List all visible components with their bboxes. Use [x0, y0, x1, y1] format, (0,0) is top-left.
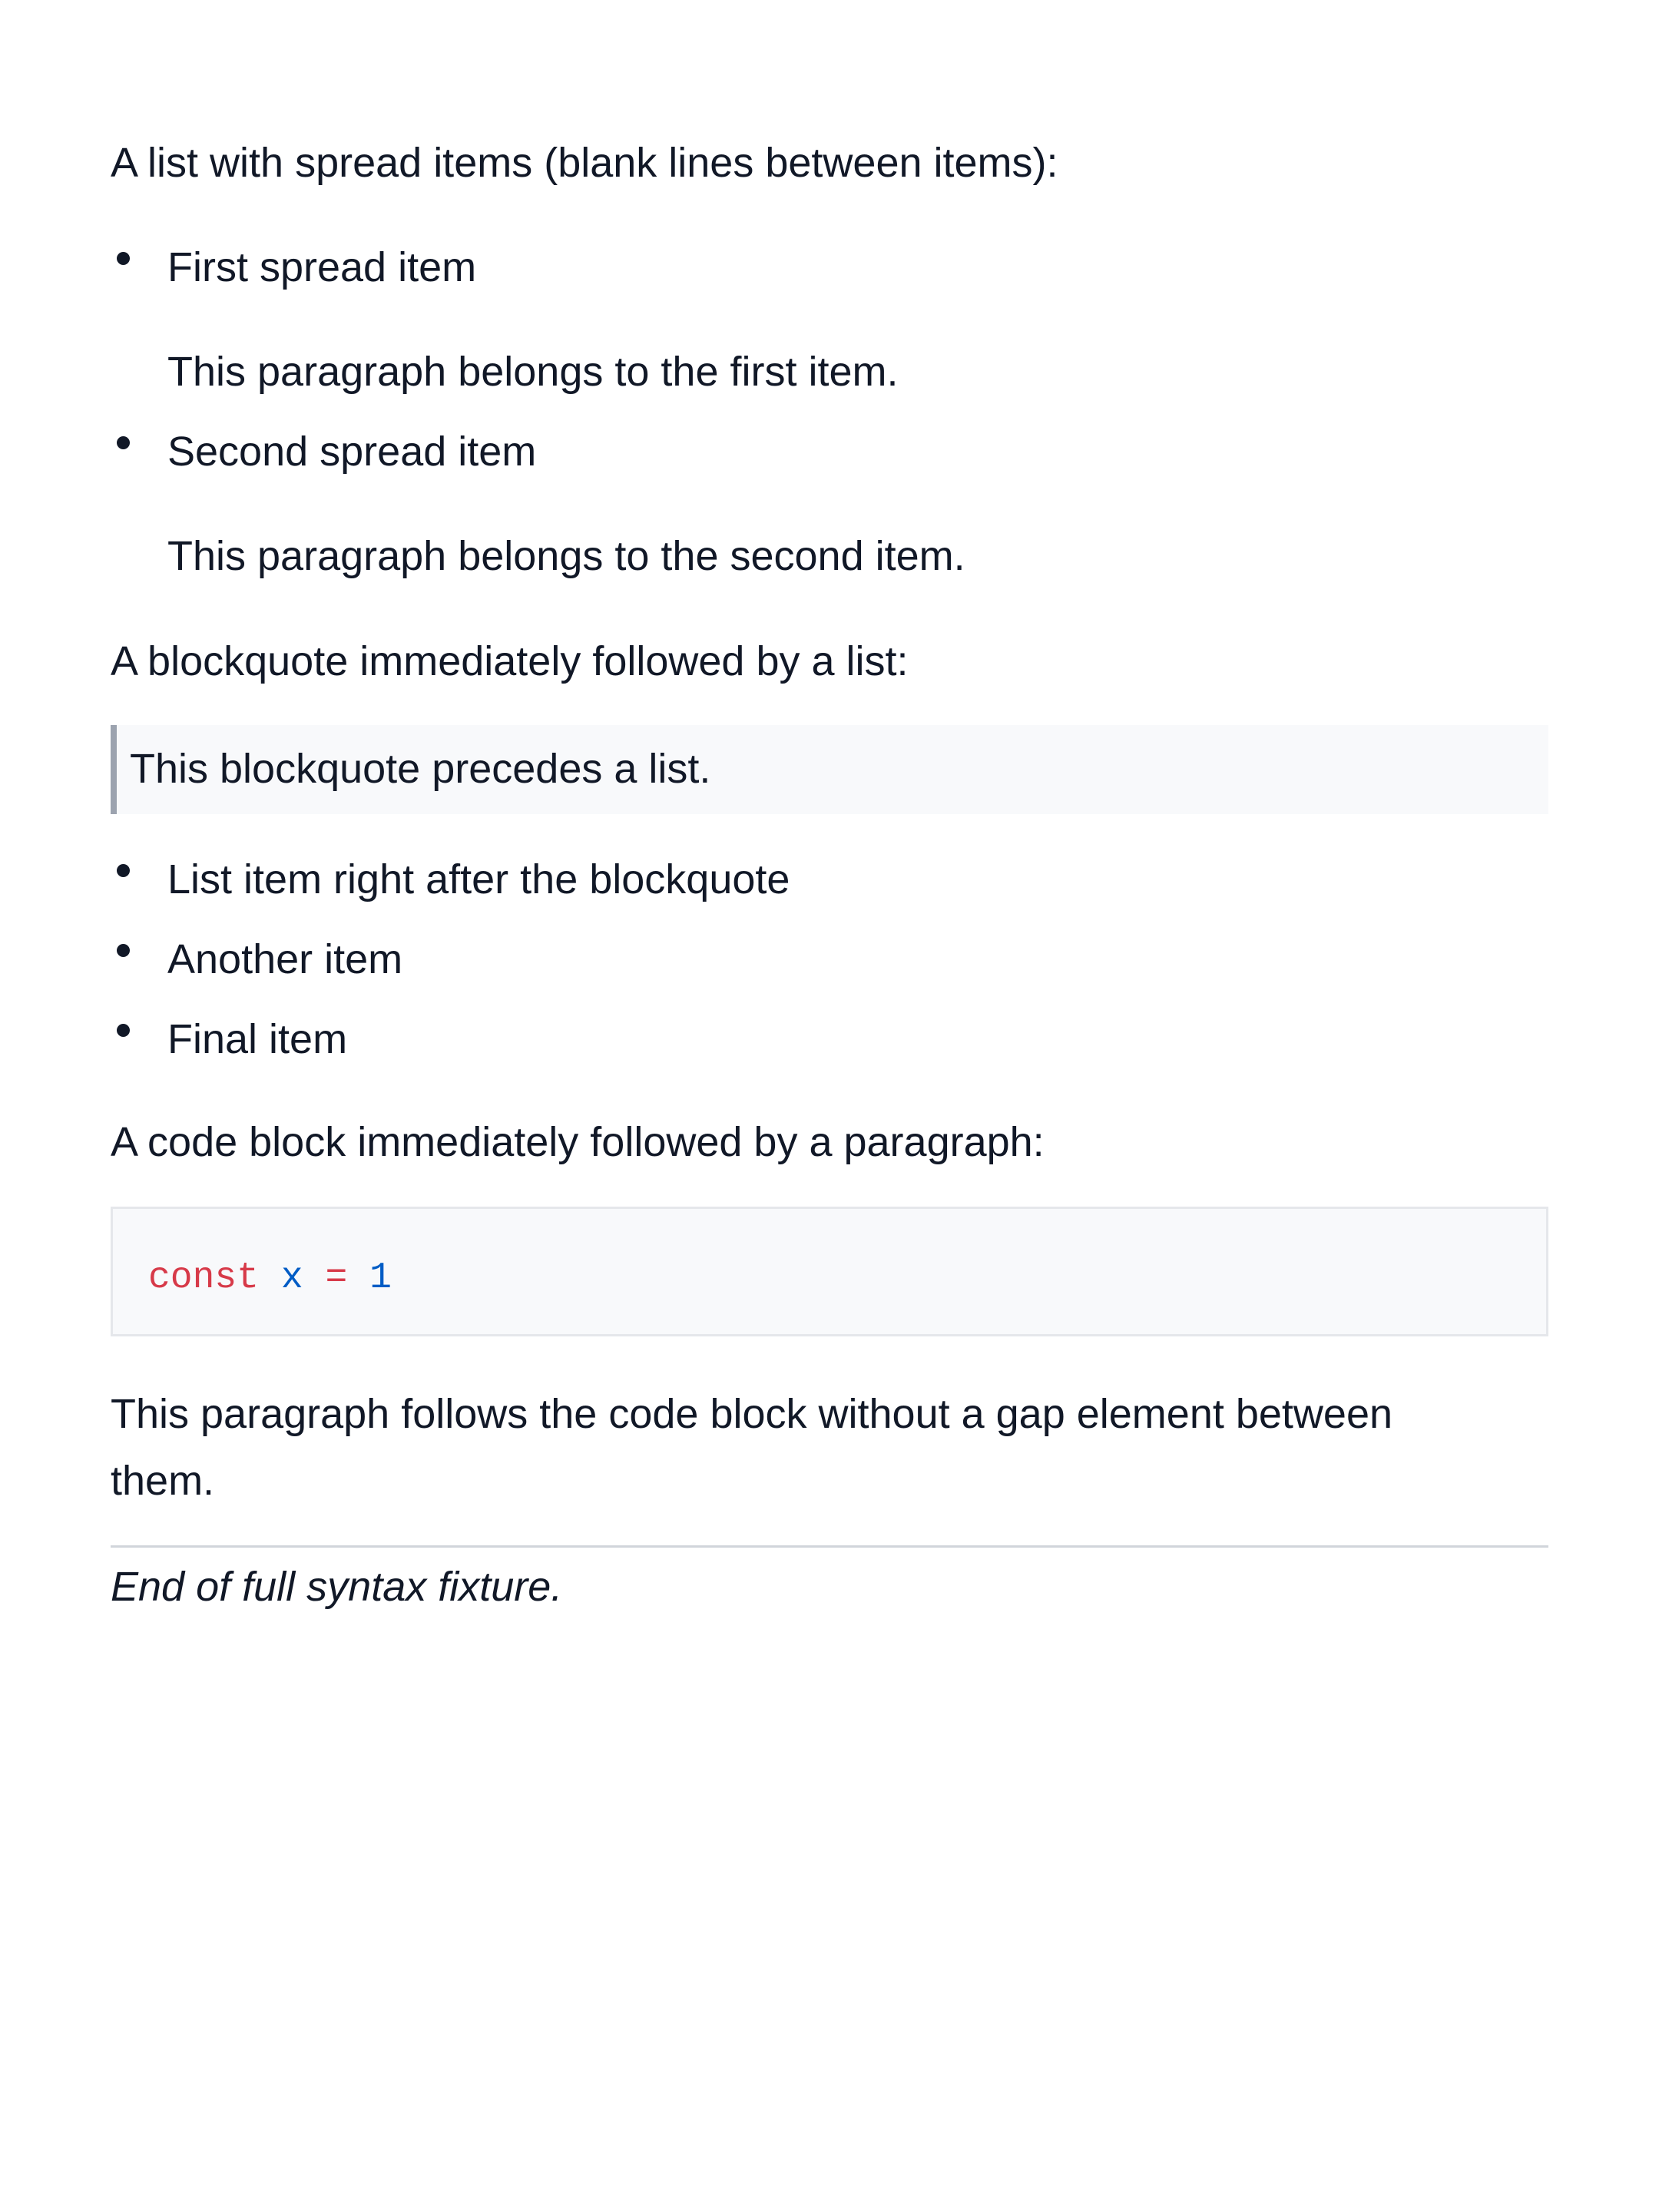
code-keyword: const — [148, 1257, 260, 1299]
code-space — [259, 1257, 281, 1299]
code-space — [347, 1257, 369, 1299]
horizontal-rule — [111, 1545, 1548, 1548]
bullet-icon — [117, 252, 130, 265]
bullet-icon — [117, 436, 130, 449]
bullet-icon — [117, 864, 130, 877]
paragraph-line: This paragraph follows the code block without a gap element between — [111, 1391, 1393, 1437]
intro-code-paragraph: A code block immediately followed by a paragraph: — [111, 1119, 1045, 1165]
list-item-paragraph: This paragraph belongs to the second item. — [167, 533, 965, 579]
list-item-text: List item right after the blockquote — [167, 856, 790, 902]
paragraph-line: them. — [111, 1458, 215, 1504]
footer-italic-text: End of full syntax fixture. — [111, 1564, 563, 1610]
code-operator: = — [325, 1257, 348, 1299]
list-item-paragraph: This paragraph belongs to the first item. — [167, 349, 899, 395]
list-item-text: Final item — [167, 1016, 348, 1062]
code-space — [303, 1257, 326, 1299]
list-item-text: Another item — [167, 936, 403, 982]
code-line — [148, 1253, 392, 1303]
intro-spread-paragraph: A list with spread items (blank lines between items): — [111, 140, 1058, 186]
code-number: 1 — [369, 1257, 392, 1299]
code-variable: x — [280, 1257, 303, 1299]
blockquote-text: This blockquote precedes a list. — [130, 746, 711, 792]
bullet-icon — [117, 944, 130, 957]
intro-blockquote-paragraph: A blockquote immediately followed by a list: — [111, 638, 909, 684]
bullet-icon — [117, 1024, 130, 1037]
list-item-title: First spread item — [167, 244, 477, 290]
list-item-title: Second spread item — [167, 429, 537, 475]
